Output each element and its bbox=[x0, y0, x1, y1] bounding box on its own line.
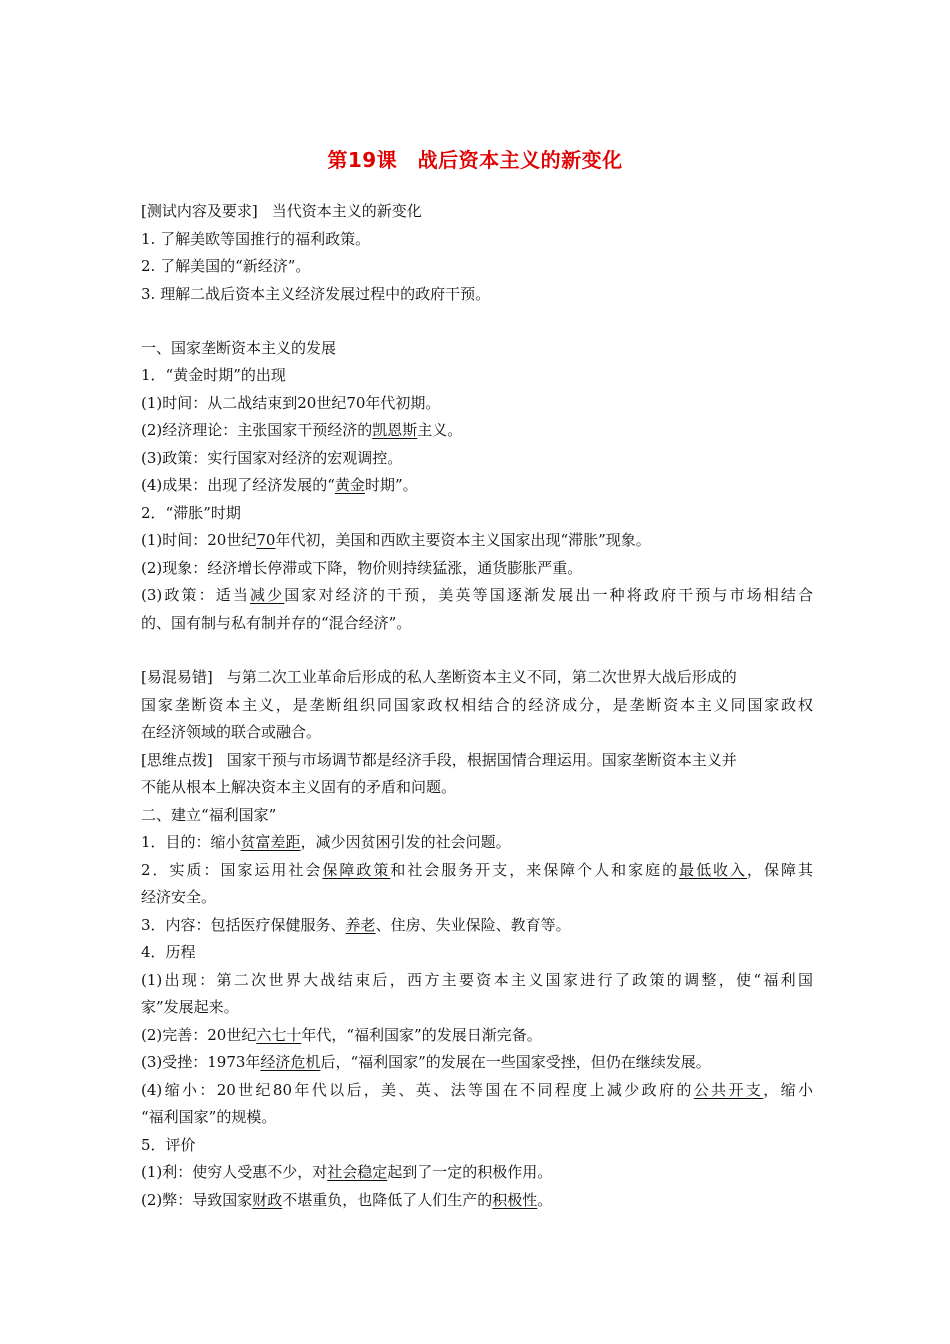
text-line: (3)政策：适当减少国家对经济的干预，美英等国逐渐发展出一种将政府干预与市场相结合 bbox=[141, 586, 813, 604]
answer-blank: 六七十 bbox=[256, 1026, 302, 1044]
answer-blank: 社会稳定 bbox=[327, 1163, 388, 1181]
text-line: 国家垄断资本主义，是垄断组织同国家政权相结合的经济成分，是垄断资本主义同国家政权 bbox=[141, 696, 813, 714]
text-line: “福利国家”的规模。 bbox=[141, 1108, 277, 1126]
answer-blank: 积极性 bbox=[492, 1191, 538, 1209]
answer-blank: 公共开支 bbox=[693, 1081, 764, 1099]
text-line: 1．目的：缩小贫富差距，减少因贫困引发的社会问题。 bbox=[141, 833, 511, 851]
subsection-heading: 2．“滞胀”时期 bbox=[141, 504, 241, 522]
text-line: 不能从根本上解决资本主义固有的矛盾和问题。 bbox=[141, 778, 457, 796]
requirement-item: 1. 了解美欧等国推行的福利政策。 bbox=[141, 230, 371, 248]
answer-blank: 最低收入 bbox=[679, 861, 748, 879]
text-line: (1)利：使穷人受惠不少，对社会稳定起到了一定的积极作用。 bbox=[141, 1163, 553, 1181]
requirements-subject: 当代资本主义的新变化 bbox=[271, 202, 422, 220]
text-line: 2．实质：国家运用社会保障政策和社会服务开支，来保障个人和家庭的最低收入，保障其 bbox=[141, 861, 813, 879]
answer-blank: 贫富差距 bbox=[240, 833, 301, 851]
note-think: [思维点拨] 国家干预与市场调节都是经济手段，根据国情合理运用。国家垄断资本主义并 bbox=[141, 751, 737, 769]
text-line: (2)经济理论：主张国家干预经济的凯恩斯主义。 bbox=[141, 421, 463, 439]
requirements-line bbox=[141, 200, 813, 222]
text-line: (3)受挫：1973年经济危机后，“福利国家”的发展在一些国家受挫，但仍在继续发展。 bbox=[141, 1053, 711, 1071]
text-line: (2)现象：经济增长停滞或下降，物价则持续猛涨，通货膨胀严重。 bbox=[141, 559, 583, 577]
answer-blank: 减少 bbox=[250, 586, 285, 604]
page-title: 第19课 战后资本主义的新变化 bbox=[327, 148, 623, 172]
requirements-label: [测试内容及要求] bbox=[141, 202, 258, 220]
note-label: [易混易错] bbox=[141, 668, 213, 686]
text-line: (2)弊：导致国家财政不堪重负，也降低了人们生产的积极性。 bbox=[141, 1191, 553, 1209]
text-line: 经济安全。 bbox=[141, 888, 217, 906]
answer-blank: 养老 bbox=[345, 916, 376, 934]
text-line: (4)成果：出现了经济发展的“黄金时期”。 bbox=[141, 476, 418, 494]
requirement-item: 3. 理解二战后资本主义经济发展过程中的政府干预。 bbox=[141, 285, 491, 303]
answer-blank: 财政 bbox=[252, 1191, 283, 1209]
section-heading: 二、建立“福利国家” bbox=[141, 806, 277, 824]
text-line: 3．内容：包括医疗保健服务、养老、住房、失业保险、教育等。 bbox=[141, 916, 571, 934]
text-line: 的、国有制与私有制并存的“混合经济”。 bbox=[141, 614, 412, 632]
answer-blank: 凯恩斯 bbox=[372, 421, 418, 439]
text-line: (2)完善：20世纪六七十年代，“福利国家”的发展日渐完备。 bbox=[141, 1026, 542, 1044]
text-line: (4)缩小：20世纪80年代以后，美、英、法等国在不同程度上减少政府的公共开支，缩小 bbox=[141, 1081, 813, 1099]
subsection-heading: 4．历程 bbox=[141, 943, 196, 961]
text-line: (1)时间：从二战结束到20世纪70年代初期。 bbox=[141, 394, 441, 412]
answer-blank: 经济危机 bbox=[260, 1053, 321, 1071]
requirement-item: 2. 了解美国的“新经济”。 bbox=[141, 257, 311, 275]
text-line: (3)政策：实行国家对经济的宏观调控。 bbox=[141, 449, 403, 467]
text-line: 在经济领域的联合或融合。 bbox=[141, 723, 322, 741]
text-line: 家”发展起来。 bbox=[141, 998, 239, 1016]
subsection-heading: 1．“黄金时期”的出现 bbox=[141, 366, 286, 384]
subsection-heading: 5．评价 bbox=[141, 1136, 196, 1154]
text-line: (1)出现：第二次世界大战结束后，西方主要资本主义国家进行了政策的调整，使“福利国 bbox=[141, 971, 813, 989]
note-confuse: [易混易错] 与第二次工业革命后形成的私人垄断资本主义不同，第二次世界大战后形成的 bbox=[141, 668, 737, 686]
note-label: [思维点拨] bbox=[141, 751, 213, 769]
answer-blank: 70 bbox=[256, 531, 276, 549]
answer-blank: 保障政策 bbox=[322, 861, 391, 879]
answer-blank: 黄金 bbox=[334, 476, 365, 494]
section-heading: 一、国家垄断资本主义的发展 bbox=[141, 339, 337, 357]
text-line: (1)时间：20世纪70年代初，美国和西欧主要资本主义国家出现“滞胀”现象。 bbox=[141, 531, 651, 549]
